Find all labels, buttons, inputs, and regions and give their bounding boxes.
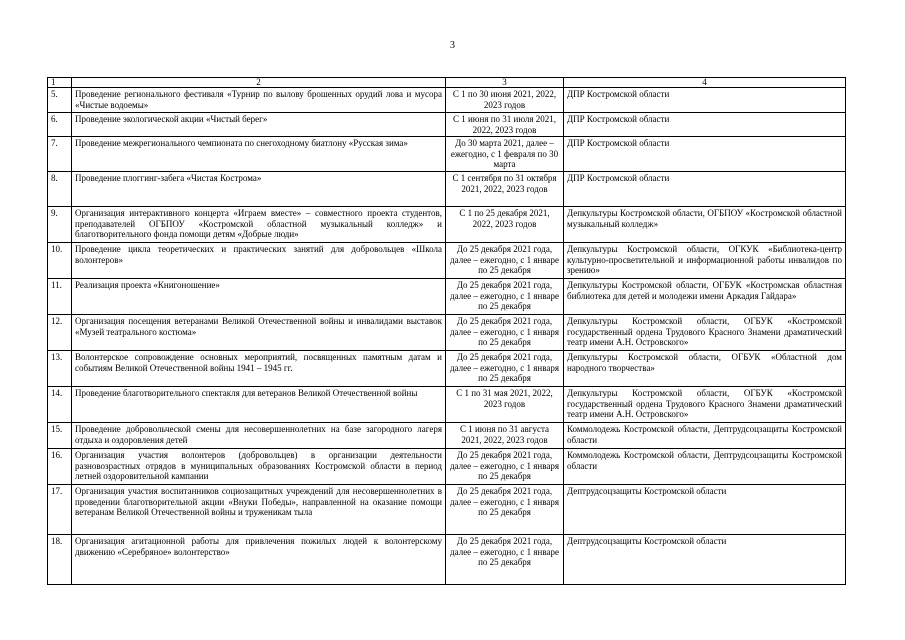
responsible-executors: ДПР Костромской области: [564, 137, 846, 172]
activity-name: Организация агитационной работы для привлечения пожилых людей к волонтерскому движению «Серебряное» волонтерство»: [72, 535, 446, 585]
activity-name: Волонтерское сопровождение основных мероприятий, посвященных памятным датам и событиям Великой Отечественной войны 1941 – 1945 гг.: [72, 351, 446, 387]
table-row: [48, 113, 846, 137]
table-row: [48, 137, 846, 172]
row-number: 5.: [48, 88, 72, 113]
row-number: 6.: [48, 113, 72, 137]
responsible-executors: Депкультуры Костромской области, ОГБУК «Областной дом народного творчества»: [564, 351, 846, 387]
responsible-executors: Коммолодежь Костромской области, Дептрудсоцзащиты Костромской области: [564, 423, 846, 449]
activity-name: Проведение цикла теоретических и практических занятий для добровольцев «Школа волонтеров»: [72, 243, 446, 279]
activity-period: До 25 декабря 2021 года, далее – ежегодно, с 1 январе по 25 декабря: [446, 243, 564, 279]
responsible-executors: Депкультуры Костромской области, ОГКУК «Библиотека-центр культурно-просветительной и информационной работы инвалидов по зрению»: [564, 243, 846, 279]
activity-name: Проведение регионального фестиваля «Турнир по вылову брошенных орудий лова и мусора «Чистые водоемы»: [72, 88, 446, 113]
responsible-executors: Депкультуры Костромской области, ОГБУК «Костромская областная библиотека для детей и молодежи имени Аркадия Гайдара»: [564, 279, 846, 315]
row-number: 16.: [48, 449, 72, 485]
activity-period: До 30 марта 2021, далее – ежегодно, с 1 февраля по 30 марта: [446, 137, 564, 172]
activity-name: Организация участия волонтеров (добровольцев) в организации деятельности разновозрастных отрядов в муниципальных образованиях Костромской области в период летней оздоровительной кампании: [72, 449, 446, 485]
row-number: 17.: [48, 485, 72, 535]
row-number: 13.: [48, 351, 72, 387]
responsible-executors: ДПР Костромской области: [564, 113, 846, 137]
table-row: [48, 485, 846, 535]
responsible-executors: Депкультуры Костромской области, ОГБУК «Костромской государственный ордена Трудового Красного Знамени драматический театр имени А.Н. Островского»: [564, 387, 846, 423]
table-row: [48, 387, 846, 423]
responsible-executors: ДПР Костромской области: [564, 172, 846, 207]
activity-name: Проведение благотворительного спектакля для ветеранов Великой Отечественной войны: [72, 387, 446, 423]
table-row: [48, 315, 846, 351]
row-number: 18.: [48, 535, 72, 585]
table-row: [48, 423, 846, 449]
table-row: [48, 279, 846, 315]
activity-name: Проведение экологической акции «Чистый берег»: [72, 113, 446, 137]
table-body: [48, 78, 846, 585]
activity-period: С 1 июня по 31 июля 2021, 2022, 2023 годов: [446, 113, 564, 137]
activity-period: С 1 по 30 июня 2021, 2022, 2023 годов: [446, 88, 564, 113]
activity-period: До 25 декабря 2021 года, далее – ежегодно, с 1 января по 25 декабря: [446, 485, 564, 535]
header-cell-4: 4: [564, 78, 846, 88]
activity-period: До 25 декабря 2021 года, далее – ежегодно, с 1 январе по 25 декабря: [446, 535, 564, 585]
responsible-executors: Дептрудсоцзащиты Костромской области: [564, 535, 846, 585]
activity-period: До 25 декабря 2021 года, далее – ежегодно, с 1 января по 25 декабря: [446, 449, 564, 485]
activity-name: Проведение межрегионального чемпионата по снегоходному биатлону «Русская зима»: [72, 137, 446, 172]
table-header-row: [48, 78, 846, 88]
row-number: 14.: [48, 387, 72, 423]
activity-name: Организация посещения ветеранами Великой Отечественной войны и инвалидами выставок «Музей театрального костюма»: [72, 315, 446, 351]
table-row: [48, 243, 846, 279]
activity-name: Проведение плоггинг-забега «Чистая Кострома»: [72, 172, 446, 207]
row-number: 9.: [48, 207, 72, 243]
row-number: 11.: [48, 279, 72, 315]
row-number: 12.: [48, 315, 72, 351]
row-number: 15.: [48, 423, 72, 449]
responsible-executors: Депкультуры Костромской области, ОГБПОУ «Костромской областной музыкальный колледж»: [564, 207, 846, 243]
table-row: [48, 351, 846, 387]
responsible-executors: Дептрудсоцзащиты Костромской области: [564, 485, 846, 535]
activity-period: С 1 сентября по 31 октября 2021, 2022, 2023 годов: [446, 172, 564, 207]
header-cell-1: 1: [48, 78, 72, 88]
responsible-executors: Депкультуры Костромской области, ОГБУК «Костромской государственный ордена Трудового Красного Знамени драматический театр имени А.Н. Островского»: [564, 315, 846, 351]
page-number: 3: [450, 40, 455, 51]
activity-period: До 25 декабря 2021 года, далее – ежегодно, с 1 января по 25 декабря: [446, 315, 564, 351]
row-number: 8.: [48, 172, 72, 207]
activity-name: Организация участия воспитанников социозащитных учреждений для несовершеннолетних в проведении благотворительной акции «Внуки Победы», направленной на оказание помощи ветеранам Великой Отечественной войны и труженикам тыла: [72, 485, 446, 535]
activity-name: Реализация проекта «Книгоношение»: [72, 279, 446, 315]
activity-period: С 1 по 25 декабря 2021, 2022, 2023 годов: [446, 207, 564, 243]
activity-name: Проведение добровольческой смены для несовершеннолетних на базе загородного лагеря отдыха и оздоровления детей: [72, 423, 446, 449]
row-number: 7.: [48, 137, 72, 172]
header-cell-3: 3: [446, 78, 564, 88]
responsible-executors: Коммолодежь Костромской области, Дептрудсоцзащиты Костромской области: [564, 449, 846, 485]
responsible-executors: ДПР Костромской области: [564, 88, 846, 113]
activity-period: До 25 декабря 2021 года, далее – ежегодно, с 1 январе по 25 декабря: [446, 279, 564, 315]
table-row: [48, 449, 846, 485]
table-row: [48, 535, 846, 585]
table-row: [48, 88, 846, 113]
table-row: [48, 172, 846, 207]
row-number: 10.: [48, 243, 72, 279]
activity-period: С 1 июня по 31 августа 2021, 2022, 2023 годов: [446, 423, 564, 449]
activity-period: С 1 по 31 мая 2021, 2022, 2023 годов: [446, 387, 564, 423]
table-row: [48, 207, 846, 243]
activity-name: Организация интерактивного концерта «Играем вместе» – совместного проекта студентов, преподавателей ОГБПОУ «Костромской областной музыкальный колледж» и благотворительного фонда помощи детям «Добрые люди»: [72, 207, 446, 243]
activity-period: До 25 декабря 2021 года, далее – ежегодно, с 1 января по 25 декабря: [446, 351, 564, 387]
header-cell-2: 2: [72, 78, 446, 88]
activities-table: [47, 77, 846, 585]
